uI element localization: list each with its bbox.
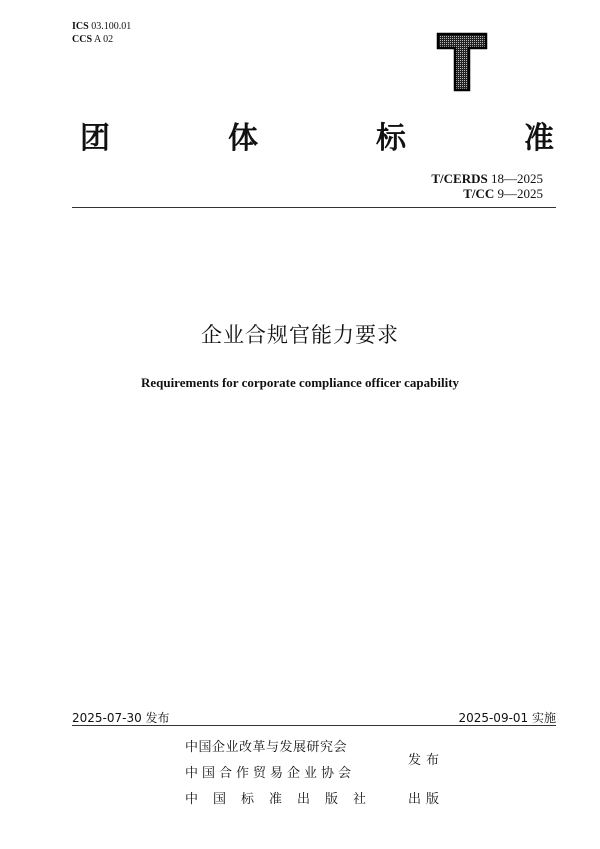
implementation-date: 2025-09-01 实施 — [458, 711, 556, 725]
document-title-en: Requirements for corporate compliance officer capability — [140, 375, 460, 390]
category-char: 标 — [376, 121, 406, 156]
standard-prefix: T/CC — [463, 186, 495, 201]
category-char: 体 — [228, 121, 258, 156]
ccs-value: A 02 — [93, 34, 114, 45]
press-role: 出版 — [408, 792, 445, 807]
publish-role: 发布 — [408, 753, 445, 768]
standard-number: 9—2025 — [497, 186, 543, 201]
ics-value: 03.100.01 — [91, 21, 132, 32]
publisher-org: 中国合作贸易企业协会 — [185, 766, 356, 781]
header-divider — [72, 207, 556, 208]
press-org: 中国标准出版社 — [185, 792, 382, 807]
standard-number: 18—2025 — [491, 171, 543, 186]
category-char: 准 — [524, 121, 554, 156]
ccs-label: CCS — [72, 34, 93, 45]
document-title-zh: 企业合规官能力要求 — [201, 323, 399, 347]
category-mark-t-icon — [436, 32, 488, 92]
publisher-org: 中国企业改革与发展研究会 — [185, 740, 348, 755]
document-category-title — [80, 113, 554, 157]
release-date: 2025-07-30 发布 — [72, 711, 170, 725]
standard-numbers — [431, 171, 543, 201]
ics-label: ICS — [72, 21, 89, 32]
standard-prefix: T/CERDS — [431, 171, 488, 186]
classification-codes — [72, 20, 131, 46]
standard-number-row — [431, 171, 543, 186]
footer-divider — [72, 725, 556, 726]
category-char: 团 — [80, 121, 110, 156]
standard-number-row — [431, 186, 543, 201]
